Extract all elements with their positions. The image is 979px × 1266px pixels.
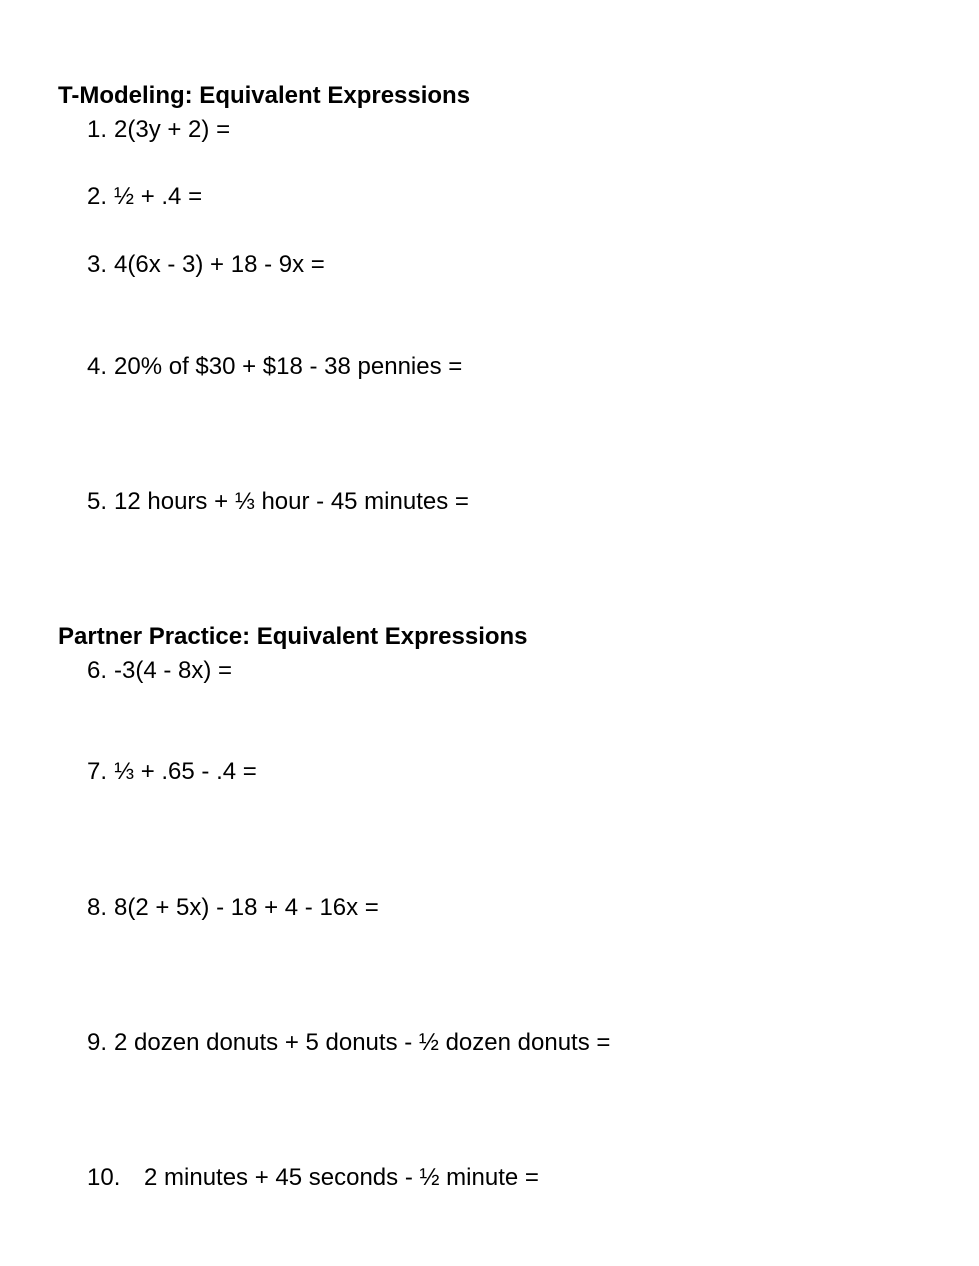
problem-3 — [87, 251, 325, 279]
problem-4 — [87, 353, 462, 381]
problem-expression: 2 dozen donuts + 5 donuts - ½ dozen donuts = — [114, 1029, 611, 1056]
problem-number: 10. — [87, 1164, 121, 1191]
section-heading-partner-practice: Partner Practice: Equivalent Expressions — [58, 623, 528, 650]
problem-number: 9. — [87, 1029, 108, 1056]
problem-5 — [87, 488, 469, 516]
problem-expression: ⅓ + .65 - .4 = — [114, 758, 257, 785]
problem-number: 7. — [87, 758, 108, 785]
problem-1 — [87, 116, 230, 144]
problem-expression: 8(2 + 5x) - 18 + 4 - 16x = — [114, 894, 379, 921]
problem-expression: 20% of $30 + $18 - 38 pennies = — [114, 353, 463, 380]
problem-2 — [87, 183, 202, 211]
problem-number: 3. — [87, 251, 108, 278]
problem-expression: ½ + .4 = — [114, 183, 203, 210]
problem-expression: 2(3y + 2) = — [114, 116, 231, 143]
problem-number: 1. — [87, 116, 108, 143]
problem-expression: -3(4 - 8x) = — [114, 657, 233, 684]
problem-number: 8. — [87, 894, 108, 921]
problem-10 — [87, 1164, 539, 1192]
problem-expression: 12 hours + ⅓ hour - 45 minutes = — [114, 488, 469, 515]
problem-expression: 4(6x - 3) + 18 - 9x = — [114, 251, 325, 278]
problem-expression: 2 minutes + 45 seconds - ½ minute = — [144, 1164, 539, 1191]
problem-number: 5. — [87, 488, 108, 515]
problem-8 — [87, 894, 379, 922]
problem-9 — [87, 1029, 610, 1057]
section-heading-t-modeling: T-Modeling: Equivalent Expressions — [58, 82, 471, 109]
problem-number: 2. — [87, 183, 108, 210]
problem-6 — [87, 657, 232, 685]
problem-number: 4. — [87, 353, 108, 380]
problem-number: 6. — [87, 657, 108, 684]
problem-7 — [87, 758, 257, 786]
